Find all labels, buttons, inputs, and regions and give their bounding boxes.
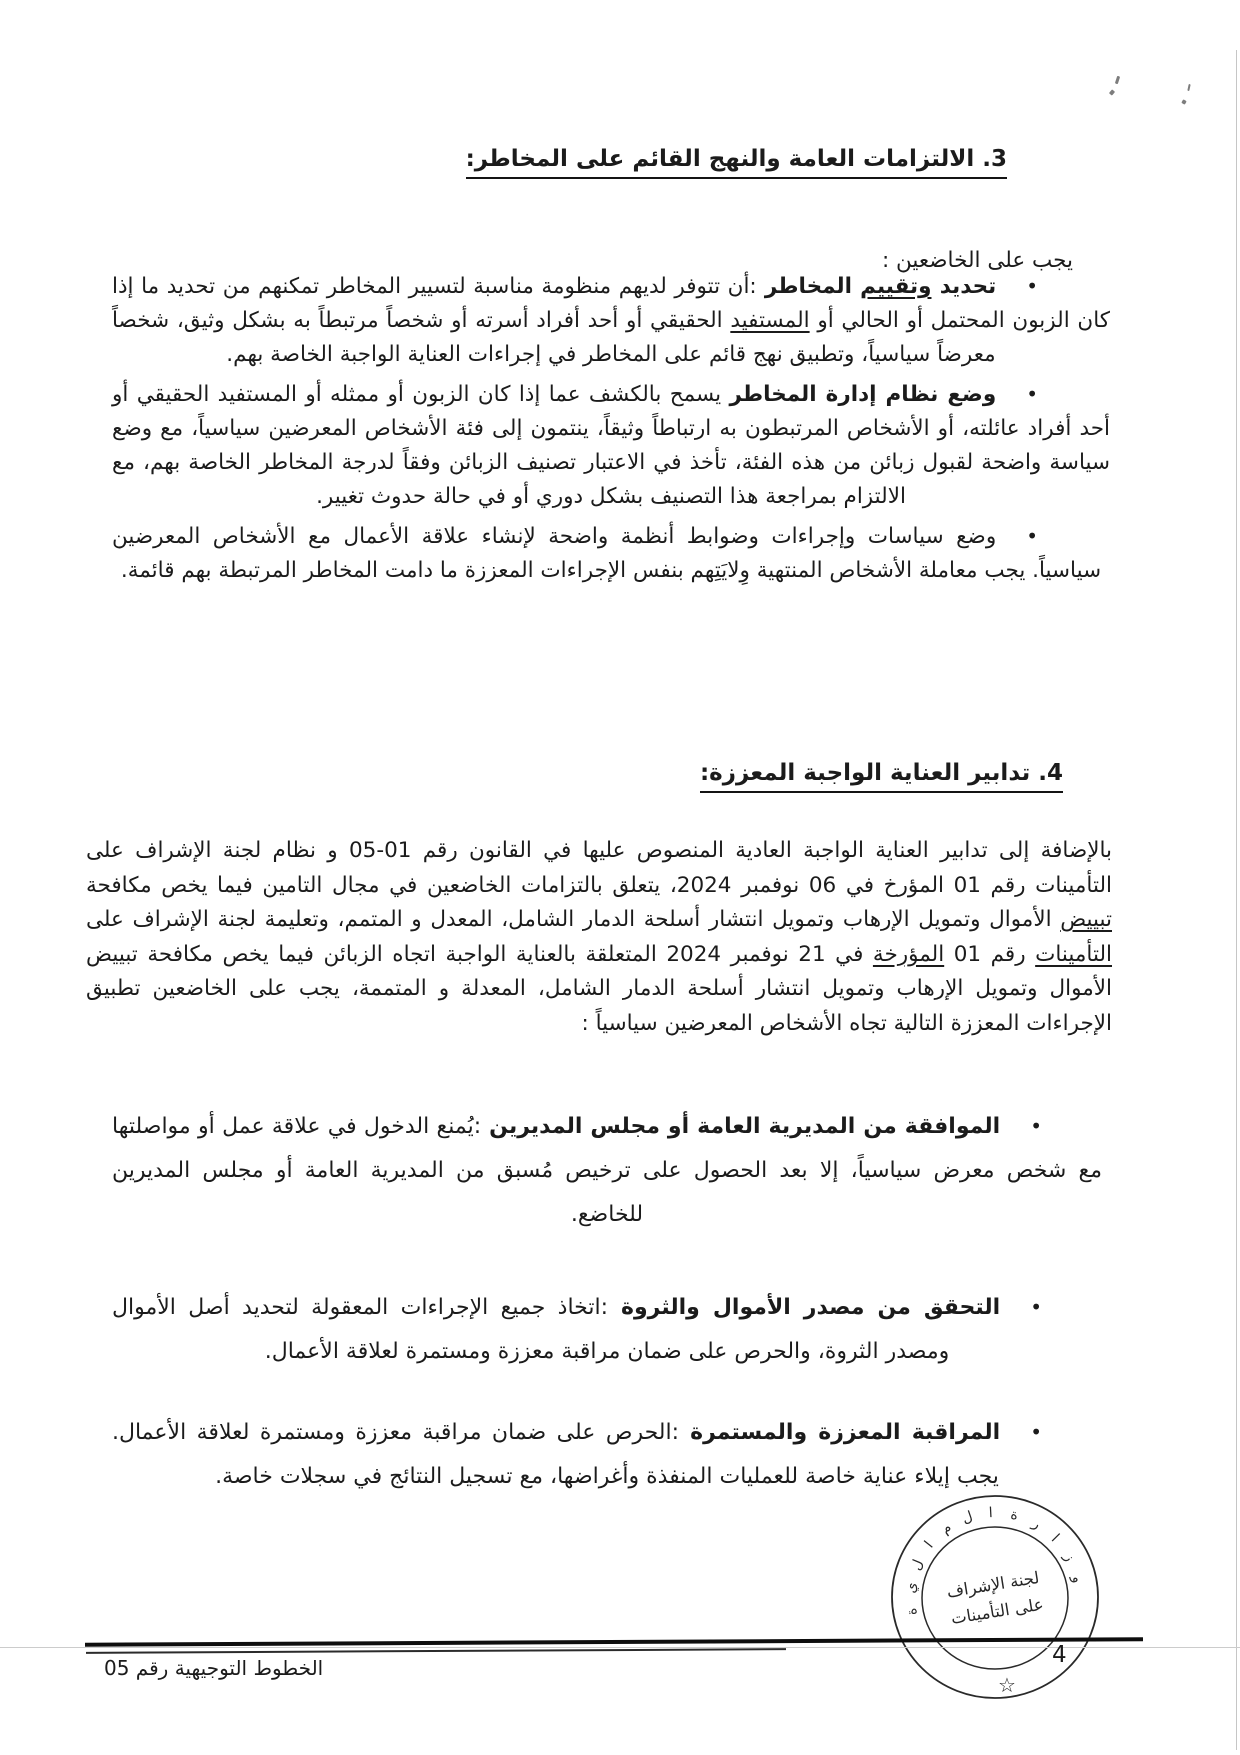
page-number: 4: [1052, 1642, 1067, 1668]
svg-text:على التأمينات: على التأمينات: [949, 1594, 1045, 1629]
list-item: • وضع نظام إدارة المخاطر يسمح بالكشف عما إذا كان الزبون أو ممثله أو المستفيد الحقيقي أو أحد أفراد عائلته، أو الأشخاص المرتبطون به ارتباطاً وثيقاً، ينتمون إلى فئة الأشخاص المعرضين سياسياً، مع وضع سياسة واضحة لقبول زبائن من هذه الفئة، تأخذ في الاعتبار تصنيف الزبائن وفقاً لدرجة المخاطر الخاصة بهم، مع الالتزام بمراجعة هذا التصنيف بشكل دوري أو في حالة حدوث تغيير.: [112, 377, 1110, 514]
scan-speckle: [1109, 89, 1115, 95]
svg-text:ي: ي: [902, 1581, 921, 1595]
section-4-heading: [700, 760, 1063, 793]
enhanced-due-diligence-intro-paragraph: بالإضافة إلى تدابير العناية الواجبة العادية المنصوص عليها في القانون رقم 01-05 و نظام لجنة الإشراف على التأمينات رقم 01 المؤرخ في 06 نوفمبر 2024، يتعلق بالتزامات الخاضعين في مجال التامين فيما يخص مكافحة تبييض الأموال وتمويل الإرهاب وتمويل انتشار أسلحة الدمار الشامل، المعدل و المتمم، وتعليمة لجنة الإشراف على التأمينات رقم 01 المؤرخة في 21 نوفمبر 2024 المتعلقة بالعناية الواجبة اتجاه الزبائن فيما يخص مكافحة تبييض الأموال وتمويل الإرهاب وتمويل انتشار أسلحة الدمار الشامل، المعدلة و المتممة، يجب على الخاضعين تطبيق الإجراءات المعززة التالية تجاه الأشخاص المعرضين سياسياً :: [86, 838, 1112, 1036]
svg-text:و: و: [1068, 1574, 1086, 1585]
svg-text:ة: ة: [1008, 1506, 1020, 1524]
svg-text:ل: ل: [908, 1557, 927, 1573]
footer-rule-echo: [86, 1648, 786, 1654]
footer-doc-reference: الخطوط التوجيهية رقم 05: [104, 1656, 324, 1680]
svg-text:م: م: [938, 1519, 955, 1538]
obligations-intro-line: يجب على الخاضعين :: [881, 247, 1073, 273]
scan-speckle: [1187, 84, 1190, 91]
svg-text:ا: ا: [1047, 1531, 1063, 1546]
stamp-ring-text: [903, 1505, 1086, 1617]
list-item: • وضع سياسات وإجراءات وضوابط أنظمة واضحة لإنشاء علاقة الأعمال مع الأشخاص المعرضين سياسياً. يجب معاملة الأشخاص المنتهية وِلايَتِهم بنفس الإجراءات المعززة ما دامت المخاطر المرتبطة بهم قائمة.: [112, 519, 1110, 588]
section-3-heading-text: 3. الالتزامات العامة والنهج القائم على المخاطر:: [466, 146, 1007, 179]
svg-text:ل: ل: [960, 1508, 975, 1527]
obligations-bullet-list: [112, 269, 1110, 593]
scan-speckle: [1181, 99, 1186, 104]
svg-text:ر: ر: [1029, 1515, 1044, 1533]
ministry-of-finance-stamp: [884, 1486, 1106, 1708]
enhanced-due-diligence-bullet-list: [112, 1104, 1102, 1499]
svg-text:ا: ا: [921, 1538, 937, 1552]
list-item: • الموافقة من المديرية العامة أو مجلس المديرين :يُمنع الدخول في علاقة عمل أو مواصلتها مع شخص معرض سياسياً، إلا بعد الحصول على ترخيص مُسبق من المديرية العامة أو مجلس المديرين للخاضع.: [112, 1104, 1102, 1237]
scan-edge-line: [1236, 50, 1237, 1750]
svg-text:ة: ة: [903, 1606, 921, 1617]
stamp-inner-text: [945, 1568, 1044, 1628]
star-icon: ☆: [998, 1673, 1016, 1697]
svg-text:لجنة الإشراف: لجنة الإشراف: [945, 1567, 1041, 1602]
section-3-heading: [466, 146, 1007, 179]
list-item: • المراقبة المعززة والمستمرة :الحرص على ضمان مراقبة معززة ومستمرة لعلاقة الأعمال. يجب إيلاء عناية خاصة للعمليات المنفذة وأغراضها، مع تسجيل النتائج في سجلات خاصة.: [112, 1410, 1102, 1499]
section-4-heading-text: 4. تدابير العناية الواجبة المعززة:: [700, 760, 1063, 793]
svg-text:ز: ز: [1060, 1550, 1078, 1565]
list-item: • التحقق من مصدر الأموال والثروة :اتخاذ جميع الإجراءات المعقولة لتحديد أصل الأموال ومصدر الثروة، والحرص على ضمان مراقبة معززة ومستمرة لعلاقة الأعمال.: [112, 1285, 1102, 1374]
list-item: • تحديد وتقييم المخاطر :أن تتوفر لديهم منظومة مناسبة لتسيير المخاطر تمكنهم من تحديد ما إذا كان الزبون المحتمل أو الحالي أو المستفيد الحقيقي أو أحد أفراد أسرته أو شخصاً مرتبطاً به بشكل وثيق، شخصاً معرضاً سياسياً، وتطبيق نهج قائم على المخاطر في إجراءات العناية الواجبة الخاصة بهم.: [112, 269, 1110, 372]
scan-speckle: [1115, 76, 1120, 85]
svg-text:ا: ا: [988, 1505, 994, 1522]
